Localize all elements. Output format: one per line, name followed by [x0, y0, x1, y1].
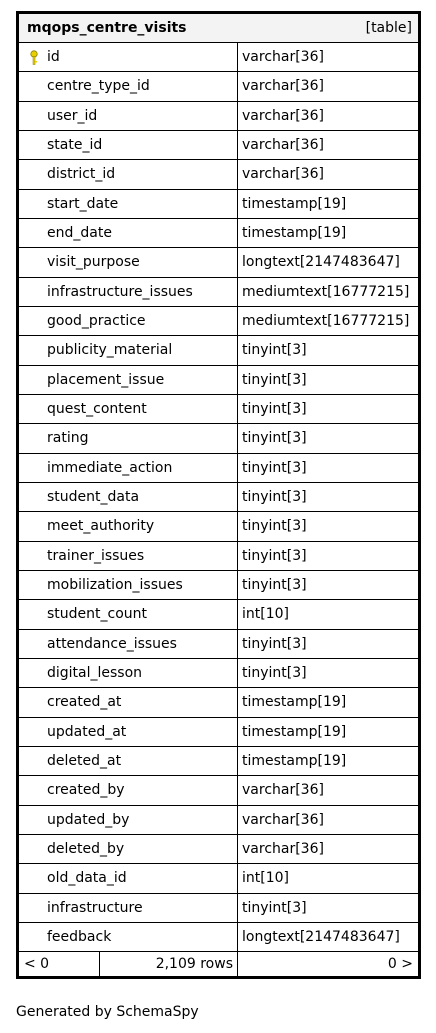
column-type: int[10]: [242, 870, 289, 887]
table-row[interactable]: [19, 776, 418, 805]
column-name-cell: [19, 483, 238, 511]
table-row[interactable]: [19, 190, 418, 219]
column-name: attendance_issues: [47, 635, 177, 652]
column-name-cell: [19, 307, 238, 335]
column-name: centre_type_id: [47, 78, 150, 95]
table-row[interactable]: [19, 336, 418, 365]
column-type: timestamp[19]: [242, 195, 347, 212]
column-name: infrastructure_issues: [47, 283, 193, 300]
column-name-cell: [19, 454, 238, 482]
column-type: tinyint[3]: [242, 489, 307, 506]
table-row[interactable]: [19, 219, 418, 248]
table-row[interactable]: [19, 43, 418, 72]
column-type: tinyint[3]: [242, 899, 307, 916]
column-name: placement_issue: [47, 371, 165, 388]
column-name-cell: [19, 923, 238, 951]
table-row[interactable]: [19, 923, 418, 952]
table-row[interactable]: [19, 72, 418, 101]
column-name-cell: [19, 131, 238, 159]
column-name: id: [47, 49, 60, 66]
table-row[interactable]: [19, 659, 418, 688]
column-name-cell: [19, 219, 238, 247]
parents-count[interactable]: < 0: [19, 952, 100, 976]
column-name: rating: [47, 430, 89, 447]
column-type: varchar[36]: [242, 137, 324, 154]
column-name: visit_purpose: [47, 254, 140, 271]
column-name-cell: [19, 806, 238, 834]
column-type: tinyint[3]: [242, 635, 307, 652]
column-name: feedback: [47, 929, 112, 945]
column-name-cell: [19, 72, 238, 100]
table-row[interactable]: [19, 278, 418, 307]
generated-by-note: Generated by SchemaSpy: [16, 1004, 199, 1020]
column-name-cell: [19, 366, 238, 394]
column-name: publicity_material: [47, 342, 173, 359]
column-type: timestamp[19]: [242, 225, 347, 242]
table-name: mqops_centre_visits: [27, 20, 187, 36]
table-row[interactable]: [19, 366, 418, 395]
children-count[interactable]: 0 >: [387, 956, 413, 973]
column-type: longtext[2147483647]: [242, 929, 400, 945]
table-row[interactable]: [19, 835, 418, 864]
table-row[interactable]: [19, 102, 418, 131]
column-name: student_data: [47, 489, 140, 506]
column-name-cell: [19, 424, 238, 452]
column-name-cell: [19, 835, 238, 863]
column-type: varchar[36]: [242, 841, 324, 858]
column-name: user_id: [47, 107, 98, 124]
table-row[interactable]: [19, 512, 418, 541]
column-type: mediumtext[16777215]: [242, 313, 410, 330]
column-name: deleted_at: [47, 753, 122, 770]
table-header[interactable]: [19, 14, 418, 43]
table-row[interactable]: [19, 483, 418, 512]
table-row[interactable]: [19, 395, 418, 424]
column-name-cell: [19, 630, 238, 658]
column-name-cell: [19, 718, 238, 746]
column-type: varchar[36]: [242, 78, 324, 95]
column-name: start_date: [47, 195, 119, 212]
column-name: good_practice: [47, 313, 146, 330]
table-row[interactable]: [19, 160, 418, 189]
table-kind: [table]: [365, 20, 412, 36]
column-type: tinyint[3]: [242, 401, 307, 418]
column-type: varchar[36]: [242, 811, 324, 828]
column-type: timestamp[19]: [242, 723, 347, 740]
column-name: meet_authority: [47, 518, 155, 535]
column-name-cell: [19, 894, 238, 922]
column-name-cell: [19, 190, 238, 218]
table-row[interactable]: [19, 307, 418, 336]
column-name-cell: [19, 659, 238, 687]
column-type: varchar[36]: [242, 166, 324, 183]
column-name-cell: [19, 102, 238, 130]
column-type: tinyint[3]: [242, 459, 307, 476]
column-type: tinyint[3]: [242, 342, 307, 359]
table-row[interactable]: [19, 424, 418, 453]
column-name-cell: [19, 395, 238, 423]
column-name: end_date: [47, 225, 112, 242]
column-name: student_count: [47, 606, 148, 623]
column-name-cell: [19, 160, 238, 188]
column-name: state_id: [47, 137, 103, 154]
table-row[interactable]: [19, 600, 418, 629]
column-type: timestamp[19]: [242, 753, 347, 770]
column-type: timestamp[19]: [242, 694, 347, 711]
table-row[interactable]: [19, 454, 418, 483]
column-name-cell: [19, 278, 238, 306]
column-name-cell: [19, 776, 238, 804]
table-row[interactable]: [19, 542, 418, 571]
column-name: updated_at: [47, 723, 127, 740]
column-type: varchar[36]: [242, 782, 324, 799]
table-row[interactable]: [19, 630, 418, 659]
column-type: tinyint[3]: [242, 518, 307, 535]
column-name: created_by: [47, 782, 125, 799]
table-row[interactable]: [19, 718, 418, 747]
column-name: old_data_id: [47, 870, 127, 887]
column-name: digital_lesson: [47, 665, 143, 682]
column-name: quest_content: [47, 401, 147, 418]
table-row[interactable]: [19, 894, 418, 923]
column-name-cell: [19, 747, 238, 775]
column-name: updated_by: [47, 811, 130, 828]
table-row[interactable]: [19, 864, 418, 893]
column-name: infrastructure: [47, 899, 143, 916]
column-type: longtext[2147483647]: [242, 254, 400, 271]
column-list: [19, 43, 418, 952]
column-name: immediate_action: [47, 459, 173, 476]
column-type: tinyint[3]: [242, 430, 307, 447]
table-row[interactable]: [19, 248, 418, 277]
table-node[interactable]: [16, 11, 421, 979]
table-row[interactable]: [19, 131, 418, 160]
table-row[interactable]: [19, 806, 418, 835]
column-type: varchar[36]: [242, 49, 324, 66]
column-name-cell: [19, 600, 238, 628]
column-name: created_at: [47, 694, 122, 711]
column-name-cell: [19, 248, 238, 276]
column-name-cell: [19, 542, 238, 570]
column-name-cell: [19, 336, 238, 364]
column-name-cell: [19, 43, 238, 71]
column-name: deleted_by: [47, 841, 125, 858]
column-type: tinyint[3]: [242, 547, 307, 564]
column-name-cell: [19, 512, 238, 540]
key-icon: [29, 50, 39, 66]
column-name-cell: [19, 688, 238, 716]
column-type: tinyint[3]: [242, 577, 307, 594]
column-type: varchar[36]: [242, 107, 324, 124]
column-type: tinyint[3]: [242, 665, 307, 682]
column-type: int[10]: [242, 606, 289, 623]
column-name: district_id: [47, 166, 116, 183]
row-count: 2,109 rows: [100, 952, 238, 976]
table-row[interactable]: [19, 571, 418, 600]
column-name: mobilization_issues: [47, 577, 183, 594]
table-row[interactable]: [19, 688, 418, 717]
table-footer: [19, 952, 418, 976]
column-type: mediumtext[16777215]: [242, 283, 410, 300]
table-row[interactable]: [19, 747, 418, 776]
column-name-cell: [19, 571, 238, 599]
column-type: tinyint[3]: [242, 371, 307, 388]
column-name-cell: [19, 864, 238, 892]
column-name: trainer_issues: [47, 547, 145, 564]
